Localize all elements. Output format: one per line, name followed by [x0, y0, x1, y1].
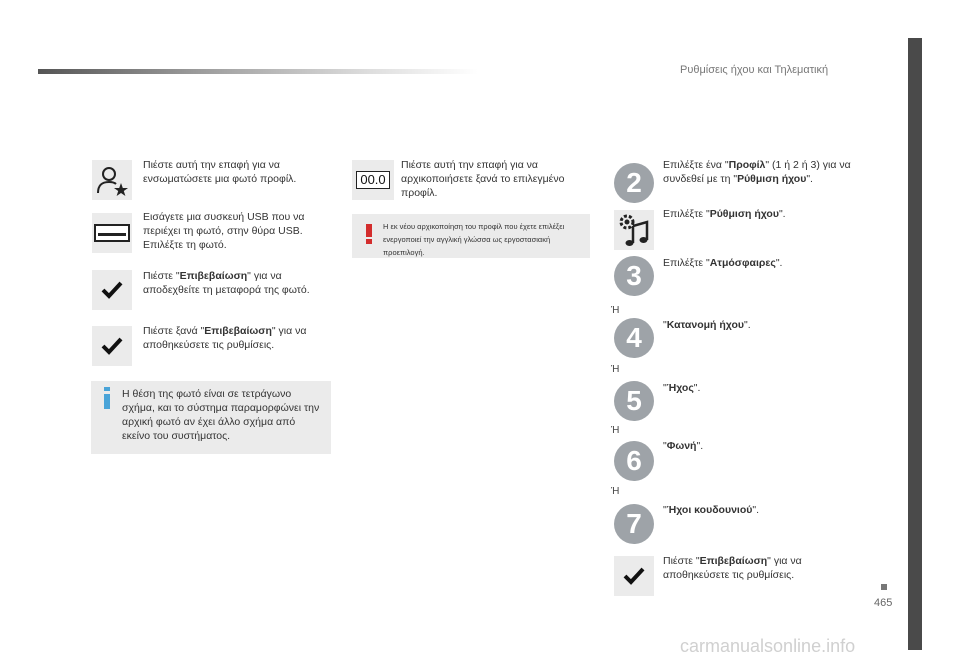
check-icon [92, 326, 132, 366]
header-rule [38, 69, 478, 74]
step-reset-profile-text: Πιέστε αυτή την επαφή για να αρχικοποιήσετε ξανά το επιλεγμένο προφίλ. [401, 159, 565, 199]
profile-photo-icon [92, 160, 132, 200]
check-icon [92, 270, 132, 310]
step-add-photo-text: Πιέστε αυτή την επαφή για να ενσωματώσετε μια φωτό προφίλ. [143, 159, 297, 185]
warning-note [352, 214, 590, 258]
page-number: 465 [874, 597, 893, 609]
step-number-3: 3 [614, 256, 654, 296]
page-title: Ρυθμίσεις ήχου και Τηλεματική [680, 64, 829, 76]
step-confirm-transfer-text: Πιέστε "Επιβεβαίωση" για να αποδεχθείτε τη μεταφορά της φωτό. [143, 270, 310, 296]
step-select-profile-text: Επιλέξτε ένα "Προφίλ" (1 ή 2 ή 3) για να συνδεθεί με τη "Ρύθμιση ήχου". [663, 159, 851, 185]
step-sound-text: "Ήχος". [663, 382, 701, 394]
info-icon [100, 387, 122, 414]
step-number-6: 6 [614, 441, 654, 481]
or-label: Ή [611, 364, 620, 375]
or-label: Ή [611, 486, 620, 497]
page-marker [881, 584, 887, 590]
usb-device-icon [92, 213, 132, 253]
info-note [91, 381, 331, 454]
step-insert-usb-text: Εισάγετε μια συσκευή USB που να περιέχει τη φωτό, στην θύρα USB. Επιλέξτε τη φωτό. [143, 211, 305, 251]
reset-profile-icon [352, 160, 394, 200]
reset-label: 00.0 [356, 171, 389, 189]
step-voice-text: "Φωνή". [663, 440, 704, 452]
or-label: Ή [611, 425, 620, 436]
step-number-4: 4 [614, 318, 654, 358]
step-ringtones-text: "Ήχοι κουδουνιού". [663, 504, 760, 516]
or-label: Ή [611, 305, 620, 316]
check-icon [614, 556, 654, 596]
step-number-5: 5 [614, 381, 654, 421]
warning-icon [366, 224, 372, 249]
info-text: Η θέση της φωτό είναι σε τετράγωνο σχήμα, και το σύστημα παραμορφώνει την αρχική φωτό αν έχει άλλο σχήμα από εκείνο του συστήματος. [122, 388, 320, 442]
chapter-tab-bar [908, 38, 922, 650]
step-sound-settings-text: Επιλέξτε "Ρύθμιση ήχου". [663, 208, 786, 220]
step-confirm-save-final-text: Πιέστε "Επιβεβαίωση" για να αποθηκεύσετε τις ρυθμίσεις. [663, 555, 802, 581]
step-number-2: 2 [614, 163, 654, 203]
warning-text: Η εκ νέου αρχικοποίηση του προφίλ που έχετε επιλέξει ενεργοποιεί την αγγλική γλώσσα ως εργοστασιακή προεπιλογή. [383, 222, 565, 257]
music-settings-icon [614, 210, 654, 250]
step-confirm-save-text: Πιέστε ξανά "Επιβεβαίωση" για να αποθηκεύσετε τις ρυθμίσεις. [143, 325, 307, 351]
watermark: carmanualsonline.info [680, 636, 856, 656]
step-ambience-text: Επιλέξτε "Ατμόσφαιρες". [663, 257, 783, 269]
step-sound-distribution-text: "Κατανομή ήχου". [663, 319, 751, 331]
step-number-7: 7 [614, 504, 654, 544]
